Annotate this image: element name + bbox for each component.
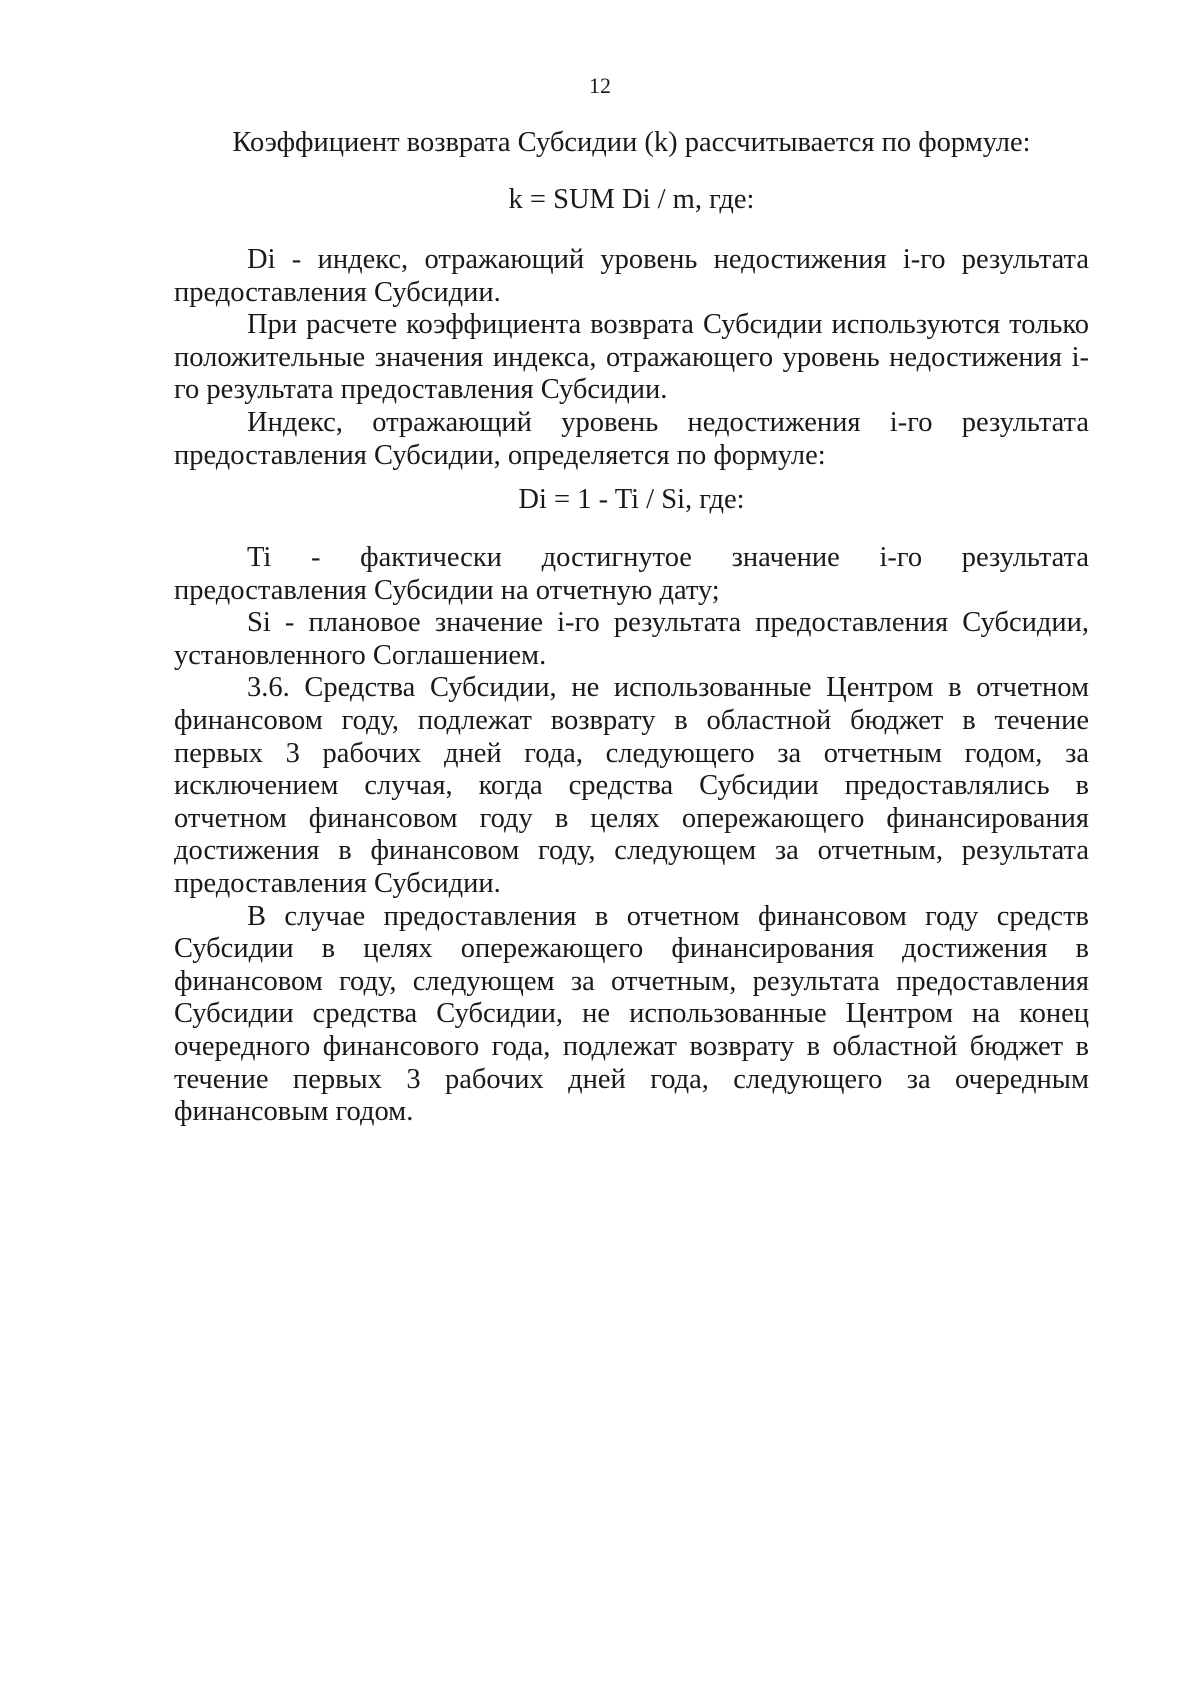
paragraphs-group-2	[174, 542, 1089, 1129]
paragraph-positive-values: При расчете коэффициента возврата Субсидии используются только положительные значения индекса, отражающего уровень недостижения i-го результата предоставления Субсидии.	[174, 309, 1089, 406]
paragraph-3-6: 3.6. Средства Субсидии, не использованные Центром в отчетном финансовом году, подлежат возврату в областной бюджет в течение первых 3 рабочих дней года, следующего за отчетным годом, за исключением случая, когда средства Субсидии предоставлялись в отчетном финансовом году в целях опережающего финансирования достижения в финансовом году, следующем за отчетным, результата предоставления Субсидии.	[174, 672, 1089, 899]
page-number: 12	[589, 73, 611, 98]
paragraph-ti-definition: Ti - фактически достигнутое значение i-го результата предоставления Субсидии на отчетную дату;	[174, 542, 1089, 606]
intro-line: Коэффициент возврата Субсидии (k) рассчитывается по формуле:	[232, 127, 1031, 158]
intro-section	[174, 127, 1089, 160]
paragraph-si-definition: Si - плановое значение i-го результата предоставления Субсидии, установленного Соглашением.	[174, 607, 1089, 671]
formula-di-section	[174, 484, 1089, 517]
formula-k-section	[174, 184, 1089, 217]
paragraph-advance-financing: В случае предоставления в отчетном финансовом году средств Субсидии в целях опережающего финансирования достижения в финансовом году, следующем за отчетным, результата предоставления Субсидии средства Субсидии, не использованные Центром на конец очередного финансового года, подлежат возврату в областной бюджет в течение первых 3 рабочих дней года, следующего за очередным финансовым годом.	[174, 900, 1089, 1128]
paragraph-di-definition: Di - индекс, отражающий уровень недостижения i-го результата предоставления Субсидии.	[174, 244, 1089, 308]
formula-k: k = SUM Di / m, где:	[508, 184, 755, 215]
paragraph-index-formula-intro: Индекс, отражающий уровень недостижения i-го результата предоставления Субсидии, определяется по формуле:	[174, 406, 1089, 471]
paragraphs-group-1	[174, 244, 1089, 472]
formula-di: Di = 1 - Ti / Si, где:	[518, 484, 745, 515]
